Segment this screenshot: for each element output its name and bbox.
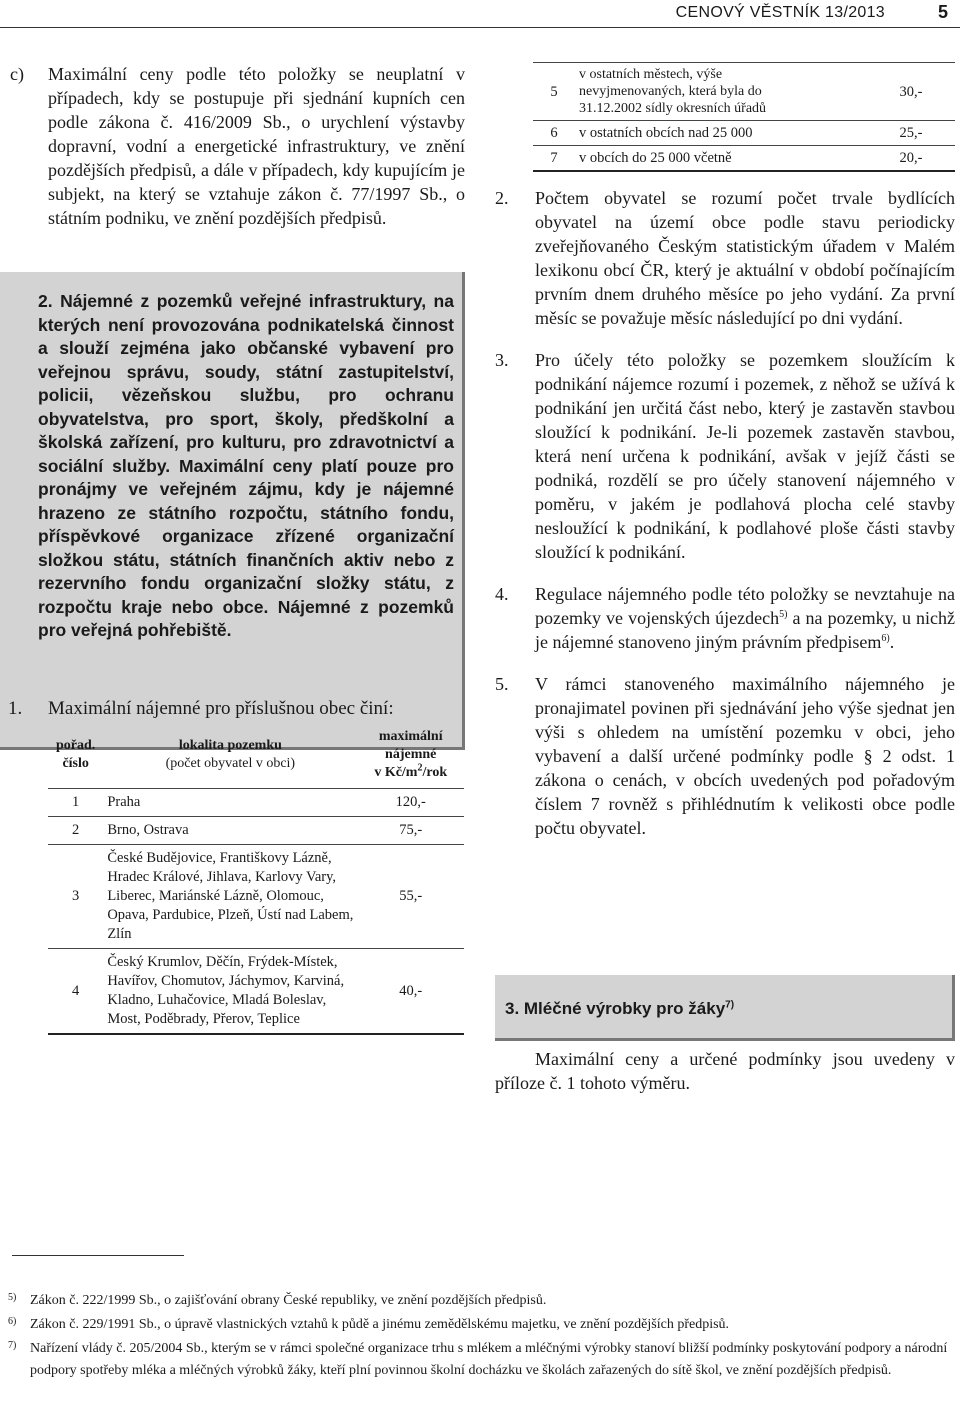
footnote-ref-7: 7) bbox=[725, 999, 735, 1011]
header-rule bbox=[0, 27, 960, 28]
left-column bbox=[0, 62, 465, 1027]
footnote-6: 6) Zákon č. 229/1991 Sb., o úpravě vlastnických vztahů k půdě a jinému zemědělskému majetku, ve znění pozdějších předpisů. bbox=[8, 1316, 730, 1332]
paragraph-c bbox=[0, 62, 465, 230]
paragraph-4: 4. Regulace nájemného podle této položky se nevztahuje na pozemky ve vojenských újezdech$^{5)}$ a na pozemky, u nichž je nájemné stanoveno jiným právním předpisem$^{6)}$. bbox=[495, 584, 955, 652]
paragraph-c-label: c) bbox=[10, 64, 24, 84]
item-2-text: Nájemné z pozemků veřejné infrastruktury, na kterých není provozována podnikatelská činnost a slouží zejména jako občanské vybavení pro veřejnou správu, soudy, státní zastupitelství, policii, vězeňskou službu, pro ochranu obyvatelstva, pro sport, školy, předškolní a školská zařízení, pro kulturu, pro zdravotnictví a sociální služby. Maximální ceny platí pouze pro pronájmy ve veřejném zájmu, kdy je nájemné hrazeno ze státního rozpočtu, státního fondu, příspěvkové organizace zřízené organizační složkou státu, státních finančních aktiv nebo z rezervního fondu organizační složky státu, z rozpočtu kraje nebo obce. Nájemné z pozemků pro veřejná pohřebiště. bbox=[38, 291, 454, 640]
header-order-number: pořad. číslo bbox=[48, 726, 103, 789]
table-row: 4 Český Krumlov, Děčín, Frýdek-Místek, Havířov, Chomutov, Jáchymov, Karviná, Kladno, Luhačovice, Mladá Boleslav, Most, Poděbrady, Přerov, Teplice 40,- bbox=[48, 949, 464, 1035]
right-column bbox=[495, 62, 955, 840]
footnote-ref-5: 5) bbox=[779, 609, 788, 620]
footnote-5: 5) Zákon č. 222/1999 Sb., o zajišťování obrany České republiky, ve znění pozdějších předpisů. bbox=[8, 1292, 547, 1308]
table-row: 7 v obcích do 25 000 včetně 20,- bbox=[533, 146, 955, 172]
section-3-text: Maximální ceny a určené podmínky jsou uvedeny v příloze č. 1 tohoto výměru. bbox=[495, 1049, 955, 1093]
table-intro-label: 1. bbox=[8, 698, 23, 719]
table-intro-text: Maximální nájemné pro příslušnou obec činí: bbox=[48, 698, 394, 719]
paragraph-5: 5. V rámci stanoveného maximálního nájemného je pronajimatel povinen při sjednávání jeho výše sjednat jen výši s ohledem na umístění pozemku v obci, jeho vybavení a další určené podmínky podle § 2 odst. 1 zákona o cenách, v obcích uvedených pod pořadovým číslem 7 rovněž s přihlédnutím k velikosti obce podle počtu obyvatel. bbox=[495, 674, 955, 838]
page-number: 5 bbox=[937, 2, 948, 22]
journal-title: CENOVÝ VĚSTNÍK 13/2013 bbox=[675, 4, 885, 21]
header-max-rent: maximální nájemné v $Kč/m^2$/rok bbox=[357, 726, 464, 789]
item-2-paragraph bbox=[0, 272, 462, 643]
section-3-heading-box bbox=[495, 975, 955, 1041]
paragraph-3: 3. Pro účely této položky se pozemkem sloužícím k podnikání nájemce rozumí i pozemek, z něhož se užívá k podnikání jen určitá část nebo, který je zastavěn stavbou sloužící k podnikání. Je-li pozemek zastavěn stavbou, která není určena k podnikání, avšak v jejíž části se podniká, rozdělí se pro účely stanovení nájemného v poměru, v jakém je podlahová plocha celé stavby nesloužící k podnikání, k podlahové ploše části stavby sloužící k podnikání. bbox=[495, 350, 955, 562]
table-row: 1 Praha 120,- bbox=[48, 789, 464, 817]
table-row: 6 v ostatních obcích nad 25 000 25,- bbox=[533, 121, 955, 146]
table-row: 2 Brno, Ostrava 75,- bbox=[48, 817, 464, 845]
paragraph-2: 2. Počtem obyvatel se rozumí počet trvale bydlících obyvatel na území obce podle stavu periodicky zveřejňovaného Českým statistickým úřadem v Malém lexikonu obcí ČR, který je aktuální v období počínajícím prvním dnem druhého měsíce po jeho vydání. Za první měsíc se považuje měsíc následující po dni vydání. bbox=[495, 188, 955, 328]
table-row: 5 v ostatních městech, výše nevyjmenovaných, která byla do 31.12.2002 sídly okresních úřadů 30,- bbox=[533, 63, 955, 121]
table-row: 3 České Budějovice, Františkovy Lázně, Hradec Králové, Jihlava, Karlovy Vary, Liberec, Mariánské Lázně, Olomouc, Opava, Pardubice, Plzeň, Ústí nad Labem, Zlín 55,- bbox=[48, 845, 464, 949]
section-3-title: 3. Mléčné výrobky pro žáky$^{7)}$ bbox=[505, 999, 735, 1018]
rent-table bbox=[48, 726, 464, 1035]
rent-table-continued bbox=[533, 62, 955, 172]
footnote-ref-6: 6) bbox=[881, 633, 890, 644]
page-header bbox=[0, 0, 960, 28]
footnote-7: 7) Nařízení vlády č. 205/2004 Sb., kterým se v rámci společné organizace trhu s mlékem a mléčnými výrobky stanoví bližší podmínky poskytování podpory a národní podpory spotřeby mléka a mléčných výrobků žáky, kteří plní povinnou školní docházku ve školách zařazených do sítě škol, ve znění pozdějších předpisů. bbox=[8, 1340, 948, 1378]
table-header-row bbox=[48, 726, 464, 789]
item-2-label: 2. bbox=[38, 291, 53, 311]
footnote-rule bbox=[12, 1255, 184, 1256]
header-location: lokalita pozemku (počet obyvatel v obci) bbox=[103, 726, 357, 789]
footnotes bbox=[8, 1290, 954, 1384]
highlight-box-item-2 bbox=[0, 272, 465, 750]
paragraph-c-text: Maximální ceny podle této položky se neuplatní v případech, kdy se postupuje při sjednání kupních cen podle zákona č. 416/2009 Sb., o urychlení výstavby dopravní, vodní a energetické infrastruktury, ve znění pozdějších předpisů, a dále v případech, kdy kupujícím je subjekt, na který se vztahuje zákon č. 77/1997 Sb., o státním podniku, ve znění pozdějších předpisů. bbox=[48, 64, 465, 228]
